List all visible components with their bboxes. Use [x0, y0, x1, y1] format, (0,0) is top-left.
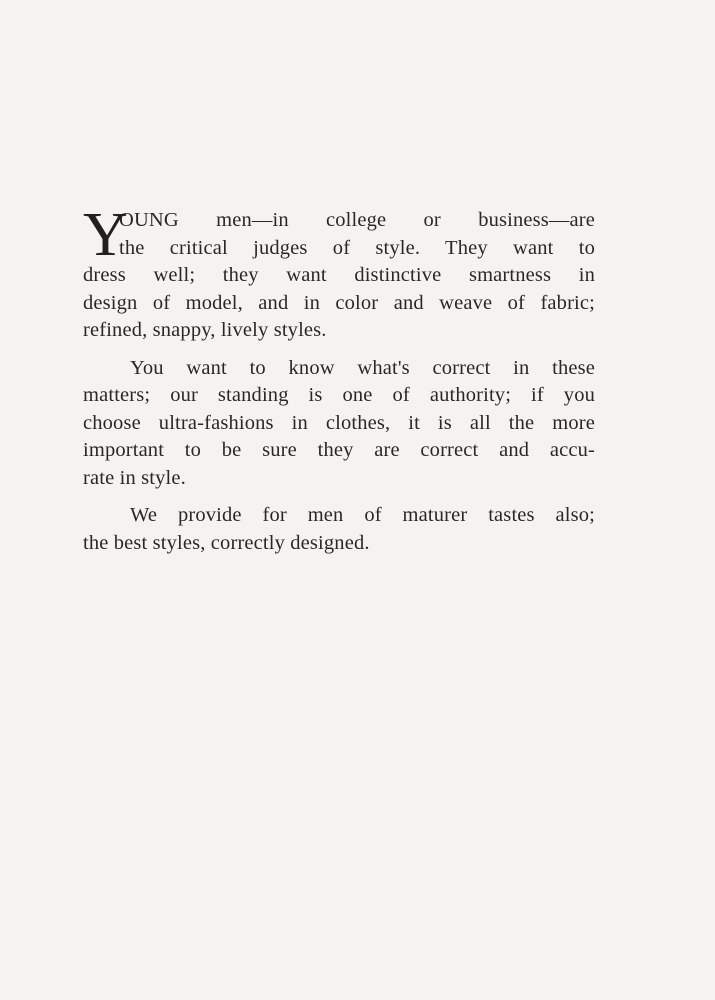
paragraph-line: We provide for men of maturer tastes also;	[130, 504, 595, 526]
paragraph-line: choose ultra-fashions in clothes, it is all the more	[83, 411, 595, 434]
paragraph-line: OUNG men—in college or business—are	[119, 209, 595, 231]
paragraph-line: refined, snappy, lively styles.	[83, 319, 327, 341]
paragraph-line: design of model, and in color and weave of fabric;	[83, 291, 595, 314]
paragraph-2	[83, 355, 595, 493]
paragraph-line: You want to know what's correct in these	[130, 356, 595, 379]
paragraph-line: important to be sure they are correct and accu-	[83, 439, 595, 461]
paragraph-line: dress well; they want distinctive smartness in	[83, 264, 595, 286]
paragraph-line: the best styles, correctly designed.	[83, 531, 370, 554]
body-text	[83, 201, 595, 557]
paragraph-3	[83, 502, 595, 557]
drop-cap: Y	[83, 201, 128, 269]
paragraph-1	[83, 201, 595, 345]
paragraph-line: matters; our standing is one of authority; if you	[83, 384, 595, 406]
paragraph-line: rate in style.	[83, 466, 186, 489]
paragraph-line: the critical judges of style. They want to	[119, 236, 595, 259]
